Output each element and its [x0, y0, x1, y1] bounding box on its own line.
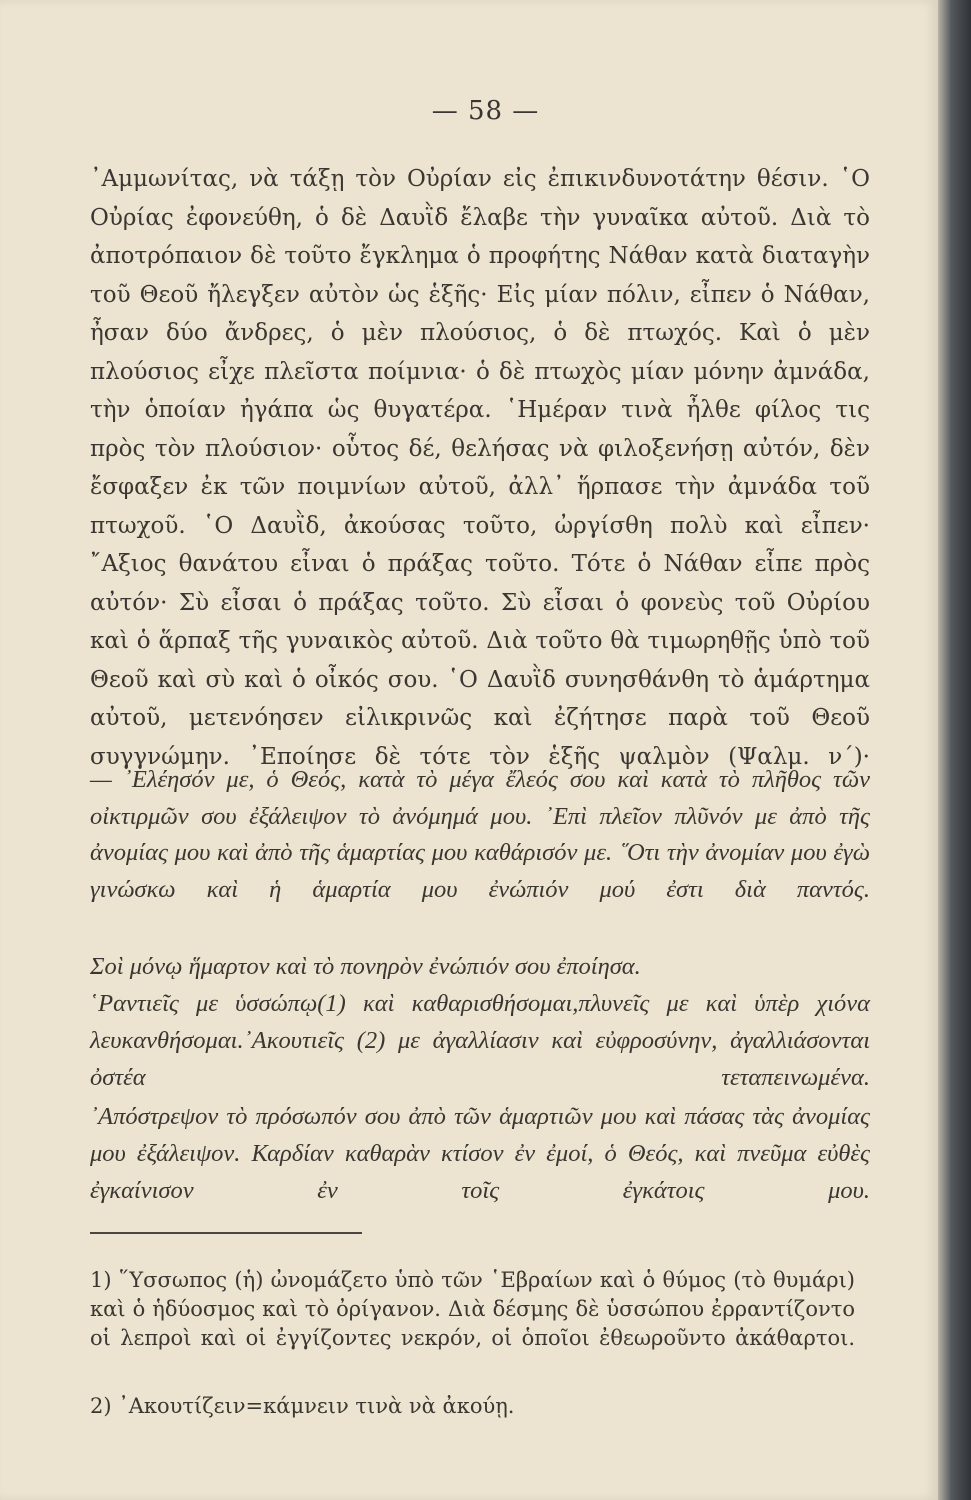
psalm-verse-4: ᾿Απόστρεψον τὸ πρόσωπόν σου ἀπὸ τῶν ἁμαρτιῶν μου καὶ πάσας τὰς ἀνομίας μου ἐξάλειψον. Καρδίαν καθαρὰν κτίσον ἐν ἐμοί, ὁ Θεός, καὶ πνεῦμα εὐθὲς ἐγκαίνισον ἐν τοῖς ἐγκάτοις μου.	[90, 1103, 870, 1204]
footnote-divider	[90, 1232, 362, 1234]
page-edge-shadow	[938, 0, 971, 1500]
footnote-1: 1) ῞Υσσωπος (ἡ) ὠνομάζετο ὑπὸ τῶν ῾Εβραίων καὶ ὁ θύμος (τὸ θυμάρι) καὶ ὁ ἡδύοσμος καὶ τὸ ὀρίγανον. Διὰ δέσμης δὲ ὑσσώπου ἐρραντίζοντο οἱ λεπροὶ καὶ οἱ ἐγγίζοντες νεκρόν, οἱ ὁποῖοι ἐθεωροῦντο ἀκάθαρτοι.	[90, 1268, 855, 1350]
body-paragraph-narrative: ᾿Αμμωνίτας, νὰ τάξῃ τὸν Οὐρίαν εἰς ἐπικινδυνοτάτην θέσιν. ῾Ο Οὐρίας ἐφονεύθη, ὁ δὲ Δαυῒδ ἔλαβε τὴν γυναῖκα αὐτοῦ. Διὰ τὸ ἀποτρόπαιον δὲ τοῦτο ἔγκλημα ὁ προφήτης Νάθαν κατὰ διαταγὴν τοῦ Θεοῦ ἤλεγξεν αὐτὸν ὡς ἑξῆς· Εἰς μίαν πόλιν, εἶπεν ὁ Νάθαν, ἦσαν δύο ἄνδρες, ὁ μὲν πλούσιος, ὁ δὲ πτωχός. Καὶ ὁ μὲν πλούσιος εἶχε πλεῖστα ποίμνια· ὁ δὲ πτωχὸς μίαν μόνην ἀμνάδα, τὴν ὁποίαν ἠγάπα ὡς θυγατέρα. ῾Ημέραν τινὰ ἦλθε φίλος τις πρὸς τὸν πλούσιον· οὗτος δέ, θελήσας νὰ φιλοξενήσῃ αὐτόν, δὲν ἔσφαξεν ἐκ τῶν ποιμνίων αὐτοῦ, ἀλλ᾿ ἥρπασε τὴν ἀμνάδα τοῦ πτωχοῦ. ῾Ο Δαυῒδ, ἀκούσας τοῦτο, ὠργίσθη πολὺ καὶ εἶπεν· ῎Αξιος θανάτου εἶναι ὁ πράξας τοῦτο. Τότε ὁ Νάθαν εἶπε πρὸς αὐτόν· Σὺ εἶσαι ὁ πράξας τοῦτο. Σὺ εἶσαι ὁ φονεὺς τοῦ Οὐρίου καὶ ὁ ἅρπαξ τῆς γυναικὸς αὐτοῦ. Διὰ τοῦτο θὰ τιμωρηθῇς ὑπὸ τοῦ Θεοῦ καὶ σὺ καὶ ὁ οἶκός σου. ῾Ο Δαυῒδ συνησθάνθη τὸ ἁμάρτημα αὐτοῦ, μετενόησεν εἰλικρινῶς καὶ ἐζήτησε παρὰ τοῦ Θεοῦ συγγνώμην. ᾿Εποίησε δὲ τότε τὸν ἑξῆς ψαλμὸν (Ψαλμ. ν΄)·	[90, 166, 870, 770]
psalm-verse-1: — ᾿Ελέησόν με, ὁ Θεός, κατὰ τὸ μέγα ἔλεός σου καὶ κατὰ τὸ πλῆθος τῶν οἰκτιρμῶν σου ἐξάλειψον τὸ ἀνόμημά μου. ᾿Επὶ πλεῖον πλῦνόν με ἀπὸ τῆς ἀνομίας μου καὶ ἀπὸ τῆς ἁμαρτίας μου καθάρισόν με. ῞Οτι τὴν ἀνομίαν μου ἐγὼ γινώσκω καὶ ἡ ἁμαρτία μου ἐνώπιόν μού ἐστι διὰ παντός.	[90, 766, 870, 903]
psalm-verse-3: ῾Ραντιεῖς με ὑσσώπῳ(1) καὶ καθαρισθήσομαι,πλυνεῖς με καὶ ὑπὲρ χιόνα λευκανθήσομαι.᾿Ακουτιεῖς (2) με ἀγαλλίασιν καὶ εὐφροσύνην, ἀγαλλιάσονται ὀστέα τεταπεινωμένα.	[90, 990, 870, 1091]
page-number: — 58 —	[431, 96, 540, 126]
psalm-verse-2: Σοὶ μόνῳ ἥμαρτον καὶ τὸ πονηρὸν ἐνώπιόν σου ἐποίησα.	[90, 953, 641, 980]
footnote-2: 2) ᾿Ακουτίζειν=κάμνειν τινὰ νὰ ἀκούῃ.	[90, 1394, 515, 1418]
